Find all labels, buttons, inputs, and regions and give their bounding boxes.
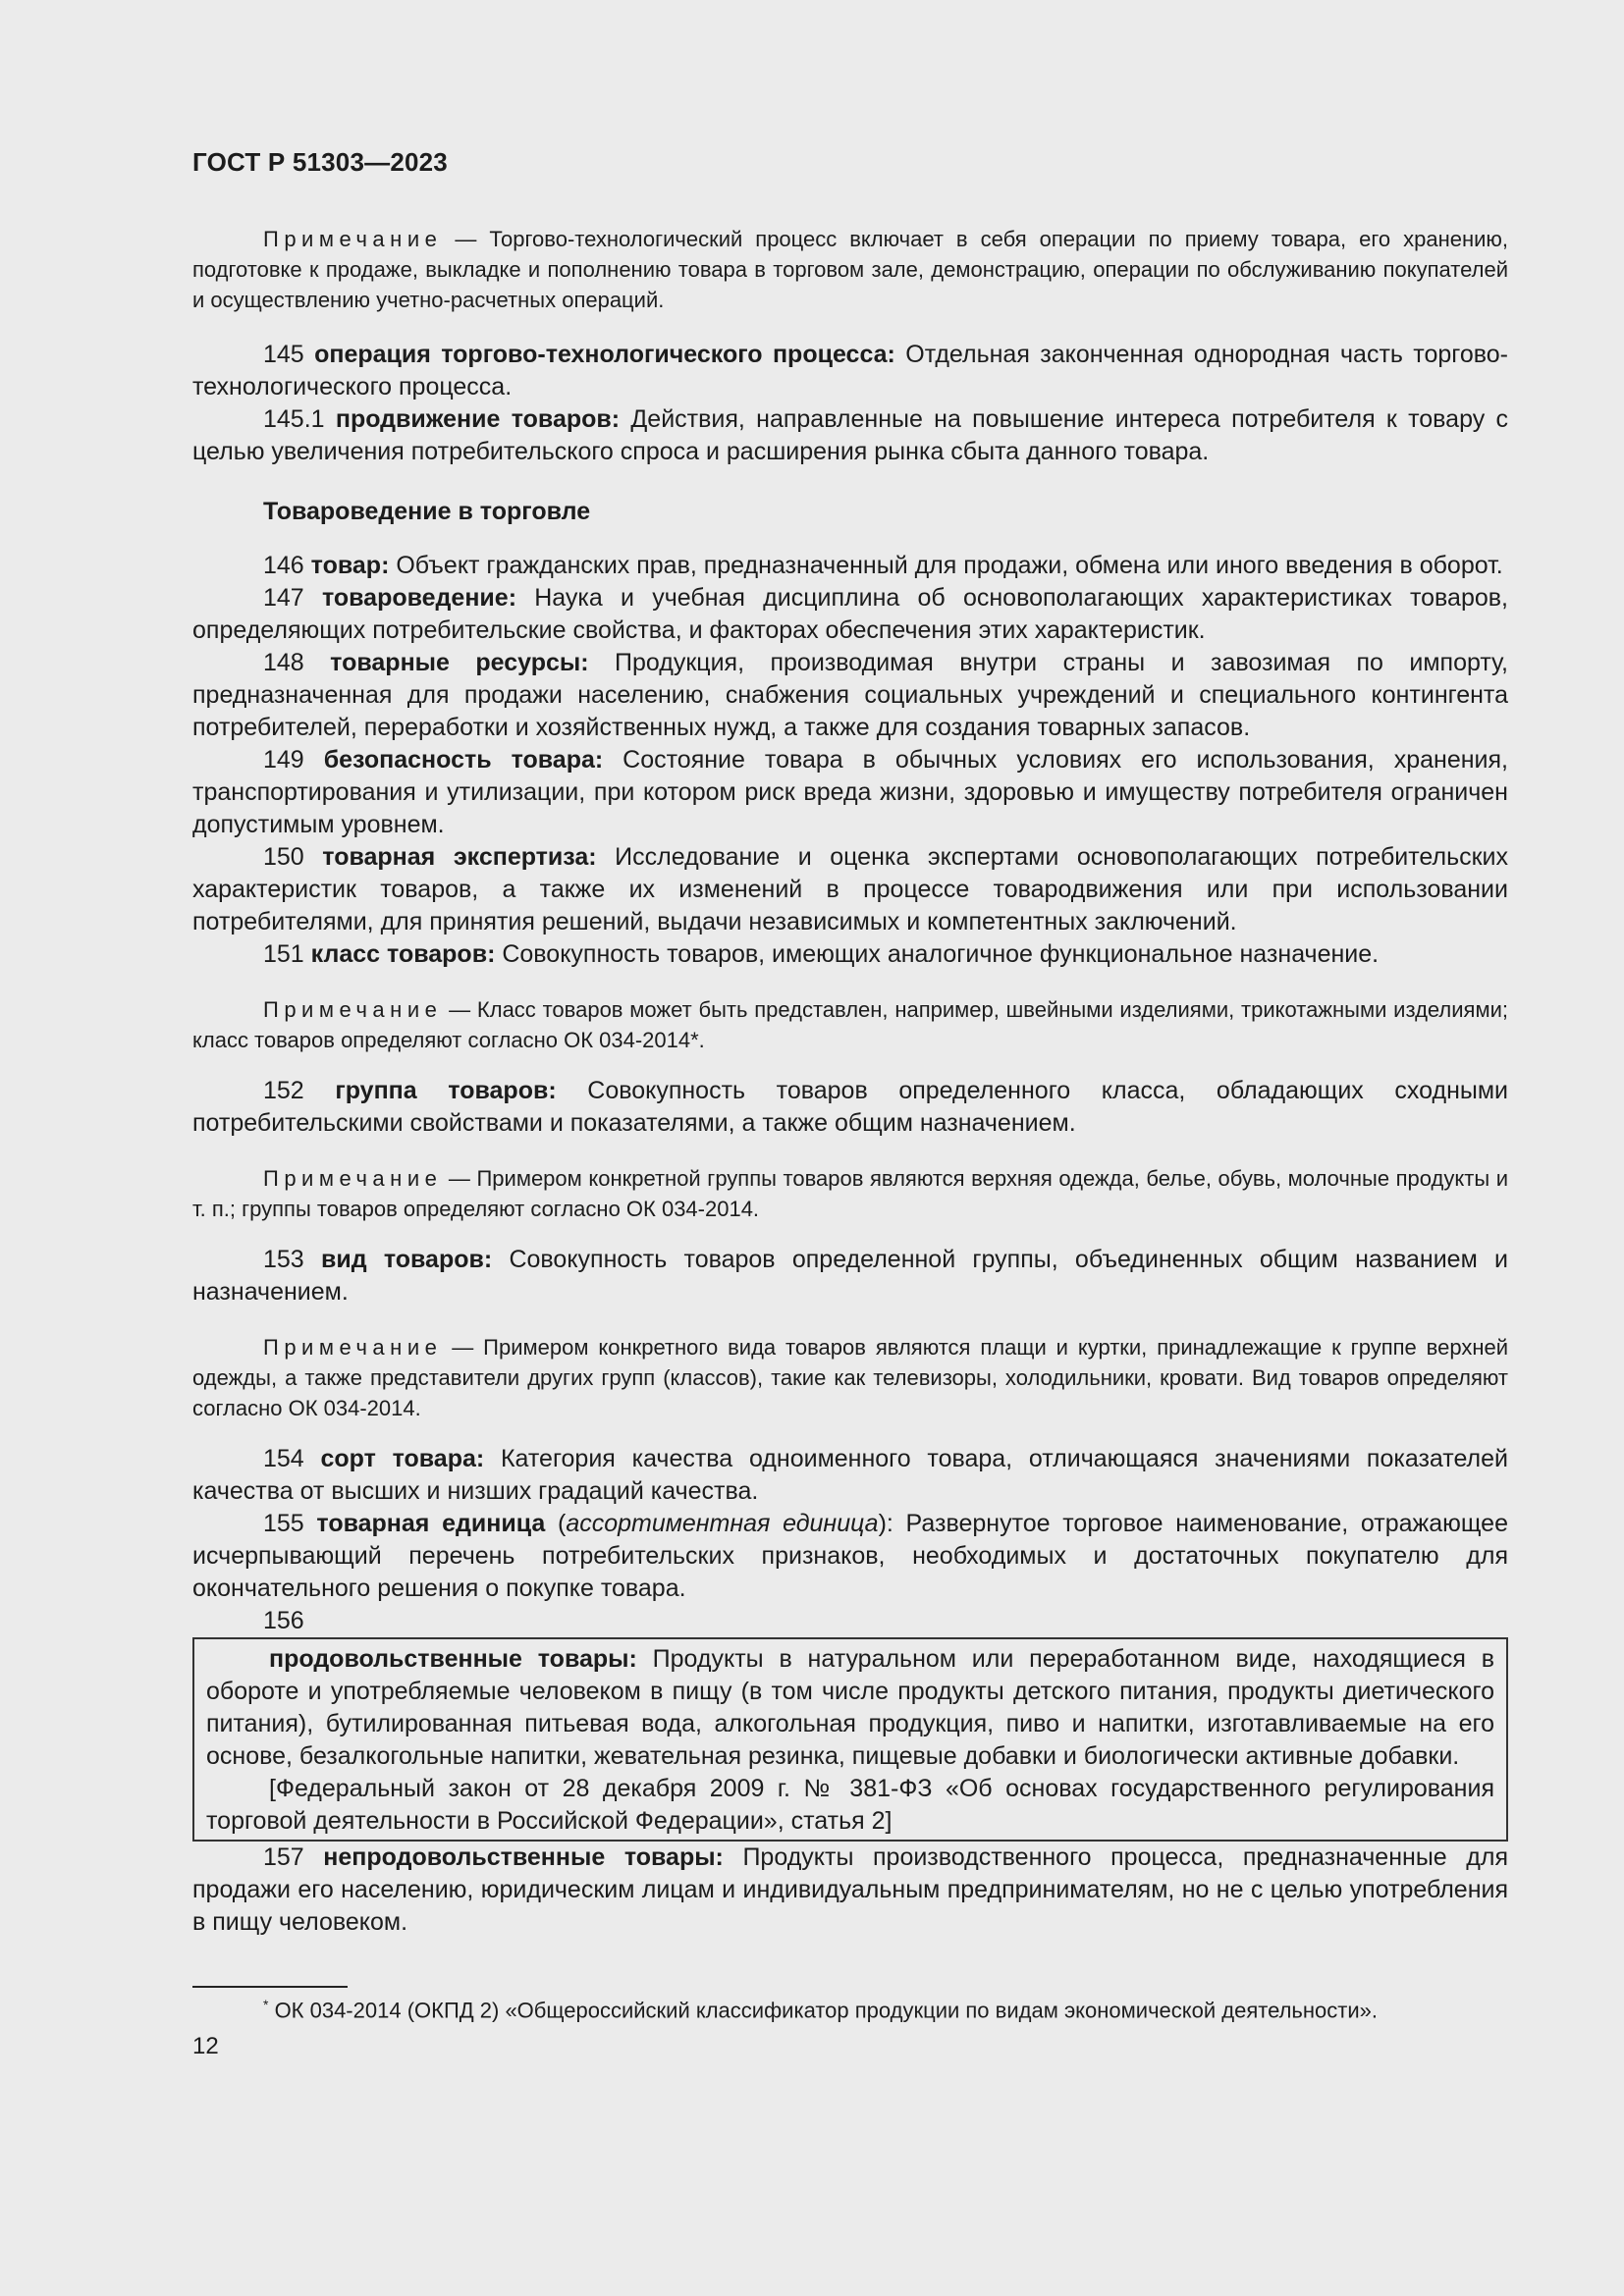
term-145: 145 операция торгово-технологического процесса: Отдельная законченная однородная часть торгово-технологического процесса. bbox=[192, 341, 1508, 400]
term-147: 147 товароведение: Наука и учебная дисциплина об основополагающих характеристиках товаров, определяющих потребительские свойства, и факторах обеспечения этих характеристик. bbox=[192, 584, 1508, 644]
document-header: ГОСТ Р 51303—2023 bbox=[192, 147, 448, 177]
term-156-box bbox=[192, 1637, 1508, 1842]
term-146: 146 товар: Объект гражданских прав, предназначенный для продажи, обмена или иного введения в оборот. bbox=[263, 552, 1503, 579]
term-145-1: 145.1 продвижение товаров: Действия, направленные на повышение интереса потребителя к товару с целью увеличения потребительского спроса и расширения рынка сбыта данного товара. bbox=[192, 405, 1508, 465]
term-150: 150 товарная экспертиза: Исследование и оценка экспертами основополагающих потребительских характеристик товаров, а также их изменений в процессе товародвижения или при использовании потребителями, для принятия решений, выдачи независимых и компетентных заключений. bbox=[192, 843, 1508, 935]
term-156-number: 156 bbox=[263, 1607, 304, 1634]
term-148: 148 товарные ресурсы: Продукция, производимая внутри страны и завозимая по импорту, предназначенная для продажи населению, снабжения социальных учреждений и специального контингента потребителей, переработки и хозяйственных нужд, а также для создания товарных запасов. bbox=[192, 649, 1508, 741]
term-153: 153 вид товаров: Совокупность товаров определенной группы, объединенных общим названием и назначением. bbox=[192, 1246, 1508, 1306]
note-152: Примечание — Примером конкретной группы товаров являются верхняя одежда, белье, обувь, молочные продукты и т. п.; группы товаров определяют согласно ОК 034-2014. bbox=[192, 1166, 1508, 1221]
term-157: 157 непродовольственные товары: Продукты производственного процесса, предназначенные для продажи его населению, юридическим лицам и индивидуальным предпринимателям, но не с целью употребления в пищу человеком. bbox=[192, 1843, 1508, 1936]
footnote-divider bbox=[192, 1986, 348, 1988]
footnote: * ОК 034-2014 (ОКПД 2) «Общероссийский классификатор продукции по видам экономической деятельности». bbox=[263, 1997, 1378, 2023]
term-156-source: [Федеральный закон от 28 декабря 2009 г. № 381-ФЗ «Об основах государственного регулирования торговой деятельности в Российской Федерации», статья 2] bbox=[206, 1775, 1494, 1835]
page-number: 12 bbox=[192, 2033, 219, 2060]
note-intro: Примечание — Торгово-технологический процесс включает в себя операции по приему товара, его хранению, подготовке к продаже, выкладке и пополнению товара в торговом зале, демонстрацию, операции по обслуживанию покупателей и осуществлению учетно-расчетных операций. bbox=[192, 227, 1508, 312]
term-155: 155 товарная единица (ассортиментная единица): Развернутое торговое наименование, отражающее исчерпывающий перечень потребительских признаков, необходимых и достаточных покупателю для окончательного решения о покупке товара. bbox=[192, 1510, 1508, 1602]
note-153: Примечание — Примером конкретного вида товаров являются плащи и куртки, принадлежащие к группе верхней одежды, а также представители других групп (классов), такие как телевизоры, холодильники, кровати. Вид товаров определяют согласно ОК 034-2014. bbox=[192, 1335, 1508, 1420]
term-149: 149 безопасность товара: Состояние товара в обычных условиях его использования, хранения, транспортирования и утилизации, при котором риск вреда жизни, здоровью и имуществу потребителя ограничен допустимым уровнем. bbox=[192, 746, 1508, 838]
term-156: продовольственные товары: Продукты в натуральном или переработанном виде, находящиеся в обороте и употребляемые человеком в пищу (в том числе продукты детского питания, продукты диетического питания), бутилированная питьевая вода, алкогольная продукция, пиво и напитки, изготавливаемые на его основе, безалкогольные напитки, жевательная резинка, пищевые добавки и биологически активные добавки. bbox=[206, 1645, 1494, 1770]
term-151: 151 класс товаров: Совокупность товаров, имеющих аналогичное функциональное назначение. bbox=[263, 940, 1380, 968]
note-151: Примечание — Класс товаров может быть представлен, например, швейными изделиями, трикотажными изделиями; класс товаров определяют согласно ОК 034-2014*. bbox=[192, 997, 1508, 1052]
section-title: Товароведение в торговле bbox=[263, 498, 591, 525]
document-body bbox=[192, 224, 1508, 2060]
term-152: 152 группа товаров: Совокупность товаров определенного класса, обладающих сходными потребительскими свойствами и показателями, а также общим назначением. bbox=[192, 1077, 1508, 1137]
term-154: 154 сорт товара: Категория качества одноименного товара, отличающаяся значениями показателей качества от высших и низших градаций качества. bbox=[192, 1445, 1508, 1505]
